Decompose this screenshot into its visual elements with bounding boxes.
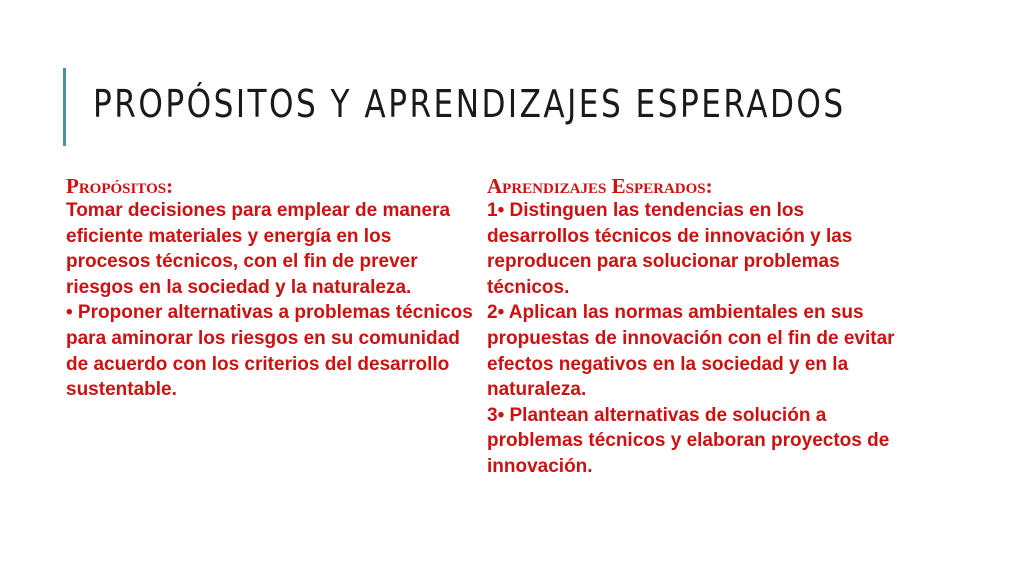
purposes-bullet: • Proponer alternativas a problemas técnicos para aminorar los riesgos en su comunidad de acuerdo con los criterios del desarrollo sustentable. [66, 302, 473, 401]
purposes-paragraph: Tomar decisiones para emplear de manera eficiente materiales y energía en los procesos técnicos, con el fin de prever riesgos en la sociedad y la naturaleza. [66, 200, 451, 298]
purposes-heading: Propósitos: [66, 174, 174, 198]
purposes-column [66, 174, 476, 403]
title-accent-bar [63, 68, 66, 146]
expected-learning-column [487, 174, 907, 480]
expected-learning-heading: Aprendizajes Esperados: [487, 174, 713, 198]
expected-learning-item-3: 3• Plantean alternativas de solución a problemas técnicos y elaboran proyectos de innovación. [487, 404, 890, 477]
expected-learning-item-1: 1• Distinguen las tendencias en los desarrollos técnicos de innovación y las reproducen para solucionar problemas técnicos. [487, 200, 853, 298]
expected-learning-item-2: 2• Aplican las normas ambientales en sus propuestas de innovación con el fin de evitar efectos negativos en la sociedad y en la naturaleza. [487, 302, 895, 401]
slide-title: PROPÓSITOS Y APRENDIZAJES ESPERADOS [93, 82, 846, 126]
